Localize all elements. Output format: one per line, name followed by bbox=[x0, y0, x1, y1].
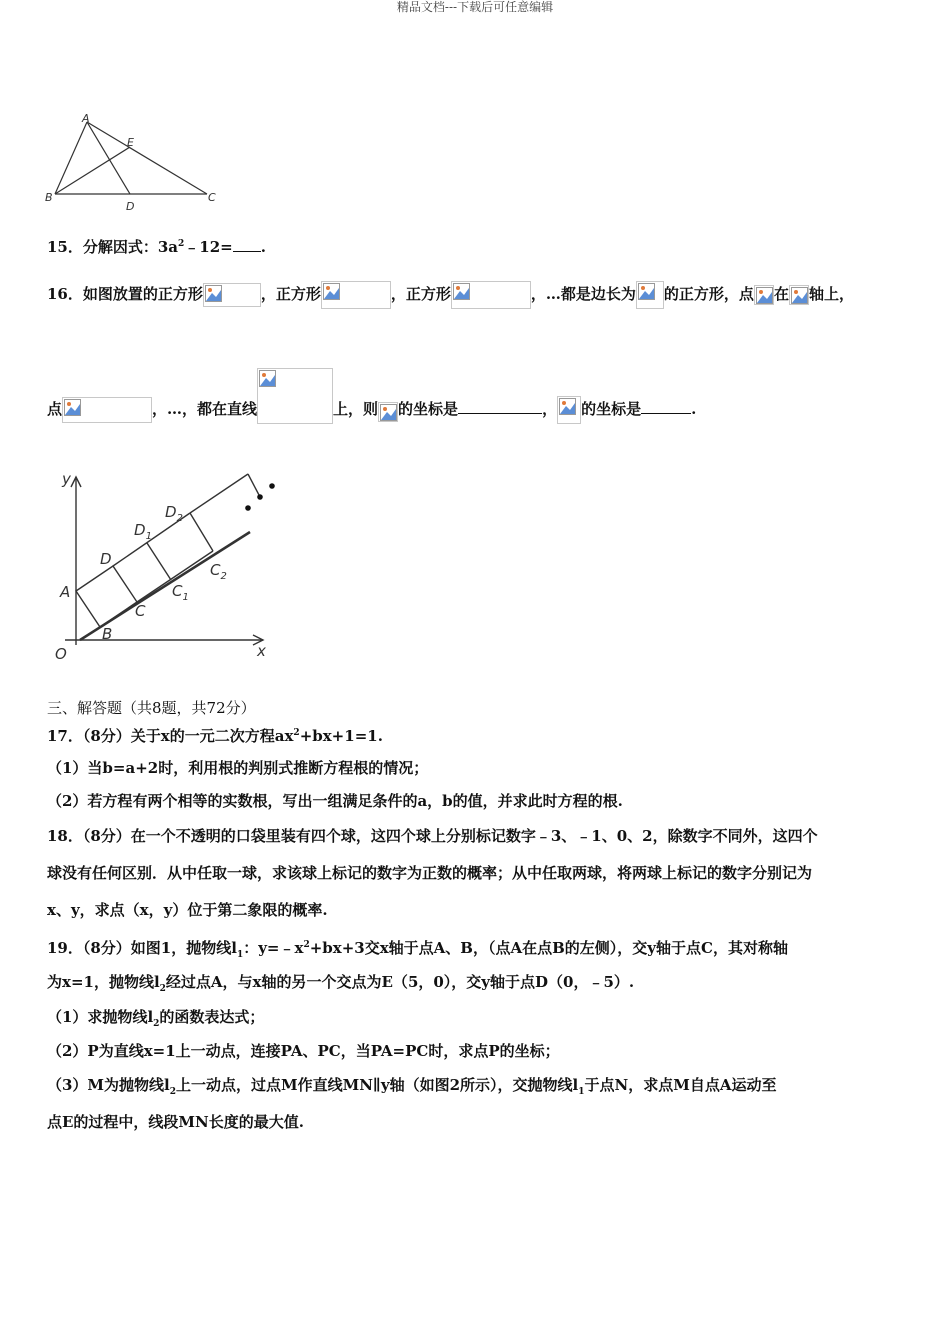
label-d: D bbox=[100, 550, 112, 568]
question-19-line-2: 为x=1，抛物线$l_2$经过点A，与x轴的另一个交点为E（5，0），交y轴于点D（0，﹣5）. bbox=[47, 973, 635, 994]
continuation-dot bbox=[269, 483, 275, 489]
label-c2: $C_2$ bbox=[210, 561, 227, 582]
squares-figure bbox=[45, 465, 285, 670]
answer-blank bbox=[233, 237, 261, 252]
question-17-part-2: （2）若方程有两个相等的实数根，写出一组满足条件的a，b的值，并求此时方程的根. bbox=[47, 792, 623, 810]
label-c: C bbox=[208, 191, 216, 204]
label-y: y bbox=[62, 470, 71, 488]
question-19-part-3-cont: 点E的过程中，线段MN长度的最大值. bbox=[47, 1113, 304, 1131]
image-placeholder-icon bbox=[636, 281, 664, 309]
continuation-dot bbox=[257, 494, 263, 500]
image-placeholder-icon bbox=[62, 397, 152, 423]
label-d: D bbox=[126, 200, 135, 213]
answer-blank bbox=[641, 399, 691, 414]
image-placeholder-icon bbox=[257, 368, 333, 424]
edge-ab bbox=[55, 122, 87, 194]
question-17-part-1: （1）当b=a+2时，利用根的判别式推断方程根的情况； bbox=[47, 759, 429, 777]
label-o: O bbox=[55, 645, 67, 663]
label-d2: $D_2$ bbox=[165, 503, 183, 524]
segment-ad bbox=[87, 122, 130, 194]
label-b: B bbox=[45, 191, 53, 204]
square-edge bbox=[147, 543, 171, 580]
image-placeholder-icon bbox=[321, 281, 391, 309]
image-placeholder-icon bbox=[451, 281, 531, 309]
image-placeholder-icon bbox=[557, 396, 581, 424]
square-edge bbox=[190, 513, 213, 551]
square-edge bbox=[248, 474, 259, 495]
page-header: 精品文档---下载后可任意编辑 bbox=[396, 0, 554, 14]
label-c1: $C_1$ bbox=[172, 582, 189, 603]
image-placeholder-icon bbox=[378, 402, 398, 422]
question-18-line-2: 球没有任何区别．从中任取一球，求该球上标记的数字为正数的概率；从中任取两球，将两球上标记的数字分别记为 bbox=[47, 864, 813, 882]
label-d1: $D_1$ bbox=[134, 521, 152, 542]
continuation-dot bbox=[245, 505, 251, 511]
question-17-stem: 17．（8分）关于x的一元二次方程$ax^2+bx+1=1$. bbox=[47, 727, 383, 745]
question-19-part-3: （3）M为抛物线$l_2$上一动点，过点M作直线MN∥y轴（如图2所示），交抛物线$l_1$于点N，求点M自点A运动至 bbox=[47, 1076, 777, 1097]
label-b: B bbox=[102, 625, 113, 643]
question-19-part-1: （1）求抛物线$l_2$的函数表达式； bbox=[47, 1008, 265, 1029]
question-16-line-2: 点 ，…，都在直线 上，则 的坐标是 ， 的坐标是 . bbox=[47, 368, 696, 424]
label-x: x bbox=[257, 642, 266, 660]
question-18-line-3: x、y，求点（x，y）位于第二象限的概率. bbox=[47, 901, 328, 919]
label-a: A bbox=[82, 112, 90, 125]
section-3-title: 三、解答题（共8题，共72分） bbox=[47, 699, 256, 717]
question-19-part-2: （2）P为直线x=1上一动点，连接PA、PC，当PA=PC时，求点P的坐标； bbox=[47, 1042, 560, 1060]
image-placeholder-icon bbox=[754, 285, 774, 305]
label-e: E bbox=[127, 136, 134, 149]
label-a: A bbox=[60, 583, 71, 601]
question-16-line-1: 16．如图放置的正方形 ，正方形 ，正方形 ，…都是边长为 的正方形，点 在 轴上， bbox=[47, 281, 854, 309]
segment-be bbox=[55, 147, 130, 194]
image-placeholder-icon bbox=[203, 283, 261, 307]
square-edge bbox=[190, 474, 248, 513]
answer-blank bbox=[458, 399, 542, 414]
label-c: C bbox=[135, 602, 146, 620]
image-placeholder-icon bbox=[789, 285, 809, 305]
question-15: 15．分解因式：$3a^2﹣12=$ . bbox=[47, 238, 266, 256]
square-abcd bbox=[76, 566, 137, 627]
triangle-figure bbox=[40, 110, 230, 215]
question-18-line-1: 18．（8分）在一个不透明的口袋里装有四个球，这四个球上分别标记数字﹣3、﹣1、0、2，除数字不同外，这四个 bbox=[47, 827, 818, 845]
question-19-line-1: 19．（8分）如图1，抛物线$l_1$：$y=﹣x^2+bx+3$交x轴于点A、B，（点A在点B的左侧），交y轴于点C，其对称轴 bbox=[47, 939, 788, 960]
edge-ac bbox=[87, 122, 207, 194]
